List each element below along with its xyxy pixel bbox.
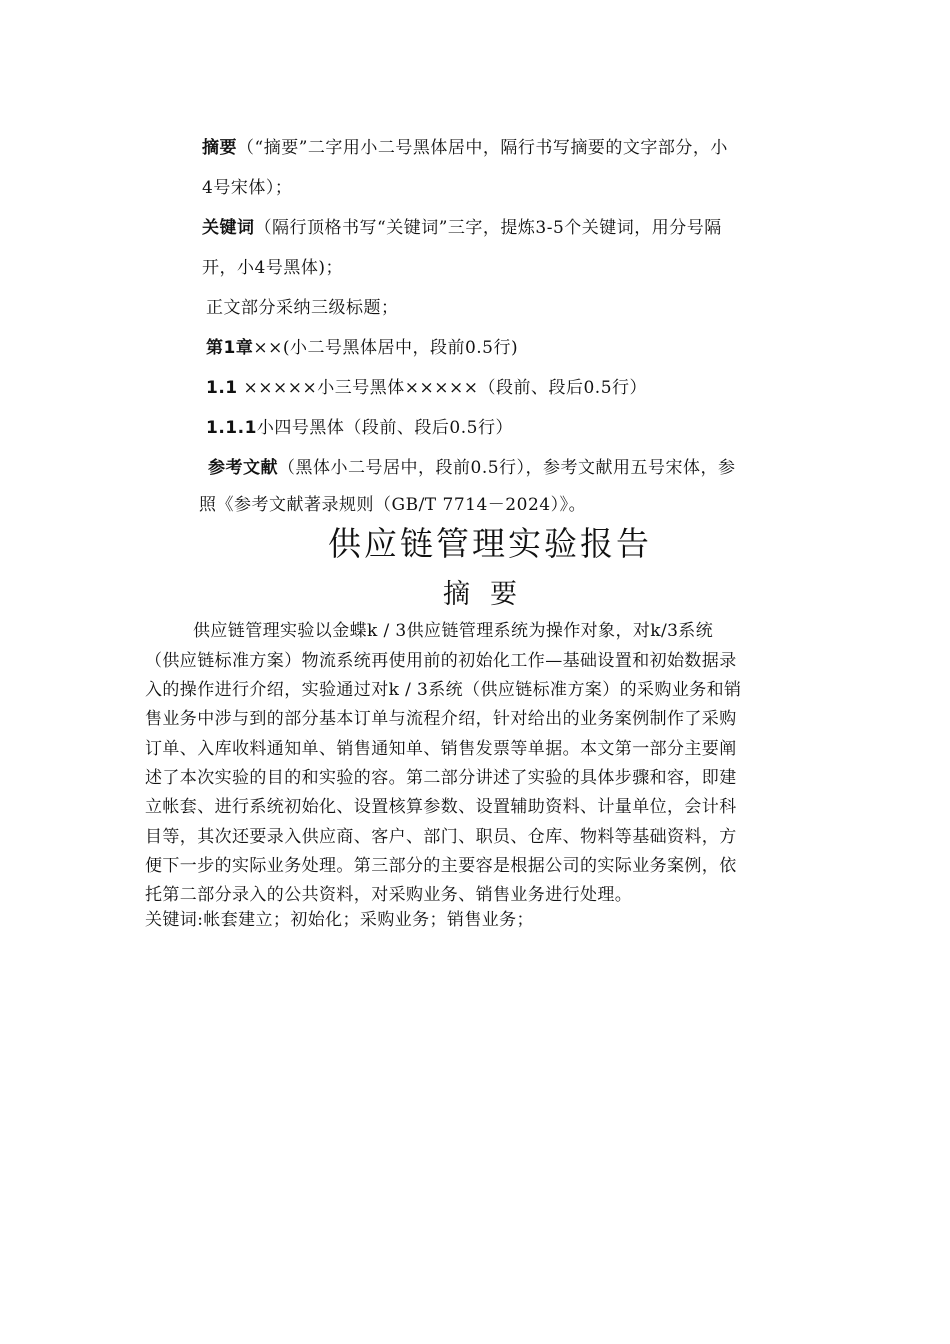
instruction-label: 第1章: [206, 338, 254, 358]
abstract-heading: 摘要: [443, 579, 537, 610]
instruction-text: 开，小4号黑体)；: [202, 258, 343, 278]
keywords-line: 关键词:帐套建立；初始化；采购业务；销售业务；: [145, 910, 534, 930]
report-title: 供应链管理实验报告: [328, 524, 652, 563]
instruction-label: 摘要: [202, 138, 237, 158]
instruction-section: [206, 378, 647, 398]
instruction-text: ×××××小三号黑体×××××（段前、段后0.5行）: [237, 378, 648, 398]
instruction-references-cont: [199, 495, 586, 515]
instruction-text: 4号宋体）；: [202, 178, 293, 198]
instruction-abstract-cont: [202, 178, 292, 198]
instruction-subsection: [206, 418, 513, 438]
abstract-line: 订单、入库收料通知单、销售通知单、销售发票等单据。本文第一部分主要阐: [145, 739, 737, 759]
abstract-line: （供应链标准方案）物流系统再使用前的初始化工作—基础设置和初始数据录: [145, 651, 737, 671]
instruction-label: 1.1: [206, 378, 238, 398]
instruction-references: [208, 458, 736, 478]
instruction-text: 小四号黑体（段前、段后0.5行）: [256, 418, 513, 438]
instruction-text: （“摘要”二字用小二号黑体居中，隔行书写摘要的文字部分，小: [237, 138, 728, 158]
abstract-line: 供应链管理实验以金蝶k / 3供应链管理系统为操作对象，对k/3系统: [193, 621, 714, 641]
instruction-abstract: [202, 138, 728, 158]
abstract-line: 目等，其次还要录入供应商、客户、部门、职员、仓库、物料等基础资料，方: [145, 827, 737, 847]
instruction-text: （黑体小二号居中，段前0.5行），参考文献用五号宋体，参: [278, 458, 736, 478]
instruction-keywords: [202, 218, 722, 238]
instruction-text: 正文部分采纳三级标题；: [206, 298, 399, 318]
instruction-chapter: [206, 338, 518, 358]
instruction-text: ××(小二号黑体居中，段前0.5行): [253, 338, 519, 358]
instruction-text: 照《参考文献著录规则（GB/T 7714－2024）》。: [199, 495, 587, 515]
abstract-line: 便下一步的实际业务处理。第三部分的主要容是根据公司的实际业务案例，依: [145, 856, 737, 876]
abstract-line: 入的操作进行介绍，实验通过对k / 3系统（供应链标准方案）的采购业务和销: [145, 680, 742, 700]
abstract-line: 立帐套、进行系统初始化、设置核算参数、设置辅助资料、计量单位，会计科: [145, 797, 737, 817]
instruction-label: 关键词: [202, 218, 255, 238]
instruction-body-headings: [206, 298, 399, 318]
instruction-text: （隔行顶格书写“关键词”三字，提炼3-5个关键词，用分号隔: [254, 218, 722, 238]
abstract-body: [145, 616, 815, 930]
instruction-keywords-cont: [202, 258, 343, 278]
instruction-label: 参考文献: [208, 458, 278, 478]
abstract-line: 托第二部分录入的公共资料，对采购业务、销售业务进行处理。: [145, 885, 633, 905]
abstract-line: 售业务中涉与到的部分基本订单与流程介绍，针对给出的业务案例制作了采购: [145, 709, 737, 729]
instruction-label: 1.1.1: [206, 418, 257, 438]
abstract-line: 述了本次实验的目的和实验的容。第二部分讲述了实验的具体步骤和容，即建: [145, 768, 737, 788]
